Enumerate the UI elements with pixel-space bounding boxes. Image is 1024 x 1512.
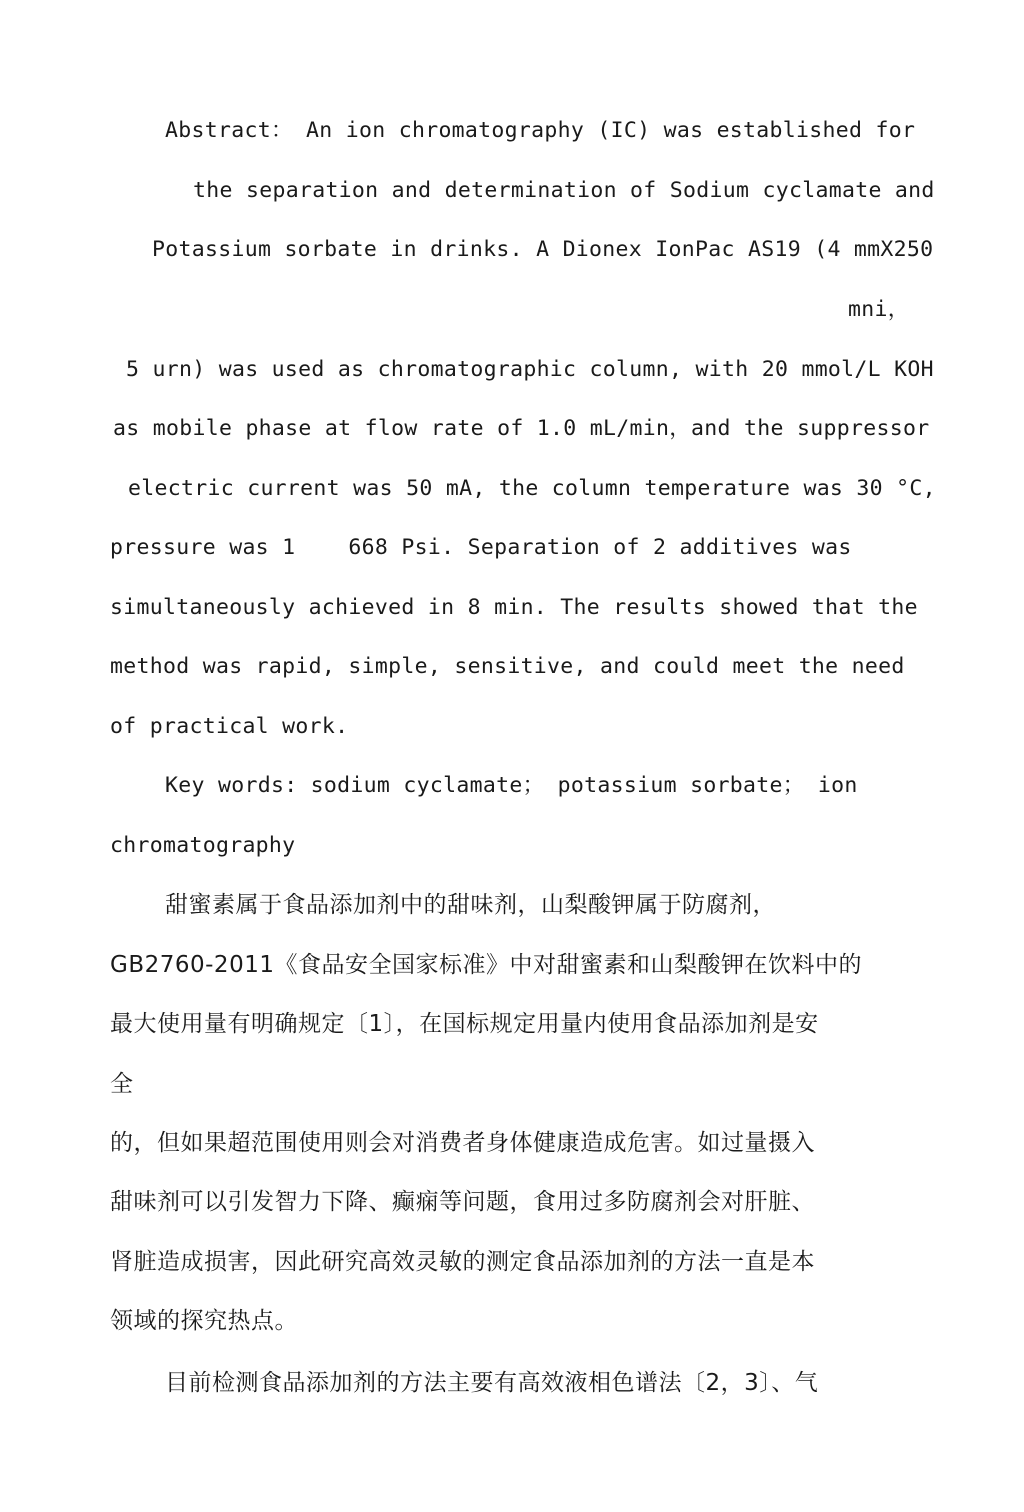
keywords-line-1: Key words: sodium cyclamate； potassium sorbate； ion [165, 773, 858, 798]
abstract-line-7: electric current was 50 mA, the column temperature was 30 °C, [128, 476, 936, 501]
body-p1-line-7: 肾脏造成损害，因此研究高效灵敏的测定食品添加剂的方法一直是本 [110, 1249, 815, 1275]
abstract-line-8: pressure was 1 668 Psi. Separation of 2 additives was [110, 535, 852, 560]
abstract-line-3: Potassium sorbate in drinks. A Dionex IonPac AS19 (4 mmX250 [152, 237, 934, 262]
body-p1-line-5: 的，但如果超范围使用则会对消费者身体健康造成危害。如过量摄入 [110, 1130, 815, 1156]
abstract-line-6: as mobile phase at flow rate of 1.0 mL/min，and the suppressor [113, 416, 930, 441]
body-p2-line-1: 目前检测食品添加剂的方法主要有高效液相色谱法〔2，3〕、气 [165, 1370, 819, 1396]
body-p1-line-2: GB2760-2011《食品安全国家标准》中对甜蜜素和山梨酸钾在饮料中的 [110, 952, 862, 978]
abstract-line-11: of practical work. [110, 714, 349, 739]
abstract-line-5: 5 urn) was used as chromatographic column, with 20 mmol/L KOH [126, 357, 934, 382]
abstract-line-9: simultaneously achieved in 8 min. The results showed that the [110, 595, 918, 620]
body-p1-line-3: 最大使用量有明确规定〔1〕，在国标规定用量内使用食品添加剂是安 [110, 1011, 819, 1037]
abstract-line-4: mni， [848, 297, 910, 322]
abstract-line-10: method was rapid, simple, sensitive, and could meet the need [110, 654, 905, 679]
body-p1-line-8: 领域的探究热点。 [110, 1308, 298, 1334]
body-p1-line-6: 甜味剂可以引发智力下降、癫痫等问题，食用过多防腐剂会对肝脏、 [110, 1189, 815, 1215]
body-p1-line-1: 甜蜜素属于食品添加剂中的甜味剂，山梨酸钾属于防腐剂， [165, 892, 776, 918]
body-p1-line-4: 全 [110, 1071, 134, 1097]
keywords-line-2: chromatography [110, 833, 296, 858]
abstract-line-1: Abstract： An ion chromatography (IC) was established for [165, 118, 916, 143]
abstract-line-2: the separation and determination of Sodium cyclamate and [193, 178, 935, 203]
